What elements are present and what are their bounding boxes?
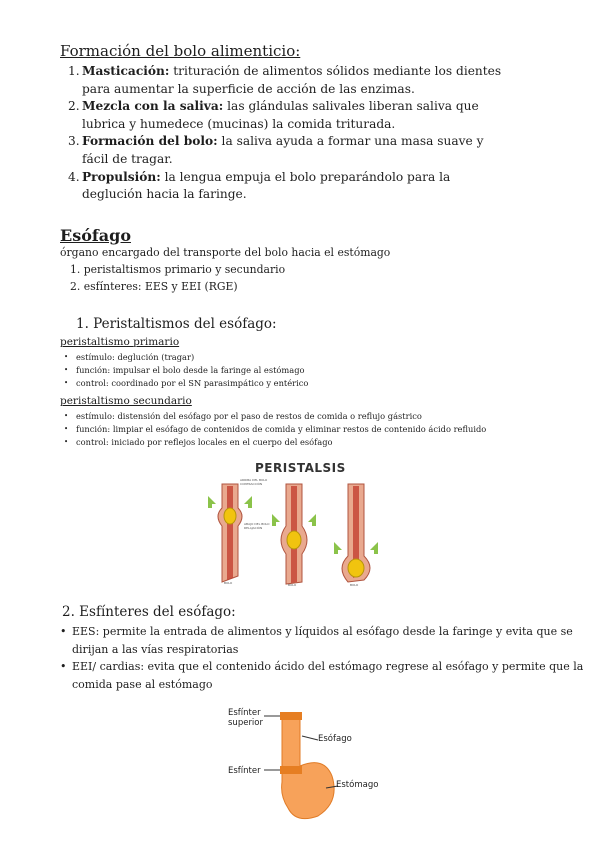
heading-esfinteres: 2. Esfínteres del esófago: xyxy=(62,604,236,620)
label-esfinter-inferior: Esfínter xyxy=(228,766,261,776)
definition: evita que el contenido ácido del estómago regrese al esófago y permite que la comida pase al estómago xyxy=(72,660,584,691)
term: Mezcla con la saliva: xyxy=(82,99,224,114)
list-number: 4. xyxy=(68,169,80,184)
list-item: • estímulo: distensión del esófago por el paso de restos de comida o reflujo gástrico xyxy=(64,410,589,423)
primario-title: peristaltismo primario xyxy=(60,336,180,348)
term: Masticación: xyxy=(82,64,170,78)
secundario-list xyxy=(64,410,589,448)
term: Propulsión: xyxy=(82,169,161,184)
figure-label: BOLO xyxy=(224,581,233,585)
term: EEI/ cardias: xyxy=(72,660,145,673)
section-title-esofago: Esófago xyxy=(60,226,131,245)
label-esofago: Esófago xyxy=(318,734,352,744)
list-item xyxy=(68,169,512,204)
peristalsis-illustration xyxy=(200,456,400,590)
figure-title: PERISTALSIS xyxy=(255,461,346,475)
list-item xyxy=(60,658,588,693)
list-number: 1. xyxy=(68,64,80,78)
list-item xyxy=(68,133,512,168)
section-title-bolo: Formación del bolo alimenticio: xyxy=(60,42,301,60)
definition: la saliva ayuda a formar una masa suave y fácil de tragar. xyxy=(82,134,484,166)
esophagus-figure xyxy=(222,700,392,825)
bolo-list xyxy=(68,63,512,204)
definition: trituración de alimentos sólidos mediante los dientes para aumentar la superficie de acción de las enzimas. xyxy=(82,64,502,96)
esfinteres-list xyxy=(60,623,588,693)
label-estomago: Estómago xyxy=(336,780,379,790)
term: EES: xyxy=(72,625,100,638)
primario-list xyxy=(64,351,584,389)
list-number: 2. xyxy=(68,99,80,114)
figure-label: ARRIBA DEL BOLO CONTRACCIÓN xyxy=(240,478,268,486)
list-item: • control: iniciado por reflejos locales en el cuerpo del esófago xyxy=(64,436,589,449)
list-number: 3. xyxy=(68,134,80,149)
list-item xyxy=(60,623,588,658)
list-item xyxy=(68,98,512,133)
definition: permite la entrada de alimentos y líquidos al esófago desde la faringe y evita que se dirijan a las vías respiratorias xyxy=(72,625,573,656)
label-esfinter-superior: Esfínter superior xyxy=(228,708,263,728)
heading-peristaltismos: 1. Peristaltismos del esófago: xyxy=(76,316,277,332)
list-item: • control: coordinado por el SN parasimpático y entérico xyxy=(64,377,584,390)
esofago-item: 2. esfínteres: EES y EEI (RGE) xyxy=(70,280,238,293)
esofago-item: 1. peristaltismos primario y secundario xyxy=(70,263,286,276)
list-item: • función: limpiar el esófago de contenidos de comida y eliminar restos de contenido ácido refluido xyxy=(64,423,589,436)
list-item: • estímulo: deglución (tragar) xyxy=(64,351,584,364)
esofago-subtitle: órgano encargado del transporte del bolo hacia el estómago xyxy=(60,246,391,259)
list-item: • función: impulsar el bolo desde la faringe al estómago xyxy=(64,364,584,377)
figure-label: BOLO xyxy=(350,583,359,587)
definition: las glándulas salivales liberan saliva que lubrica y humedece (mucinas) la comida triturada. xyxy=(82,99,479,131)
term: Formación del bolo: xyxy=(82,134,218,149)
peristalsis-figure xyxy=(200,456,400,590)
figure-label: BOLO xyxy=(288,583,297,587)
list-item xyxy=(68,63,512,98)
figure-label: ABAJO DEL BOLO RELAJACIÓN xyxy=(244,522,270,530)
definition: la lengua empuja el bolo preparándolo para la deglución hacia la faringe. xyxy=(82,169,451,202)
secundario-title: peristaltismo secundario xyxy=(60,395,192,407)
